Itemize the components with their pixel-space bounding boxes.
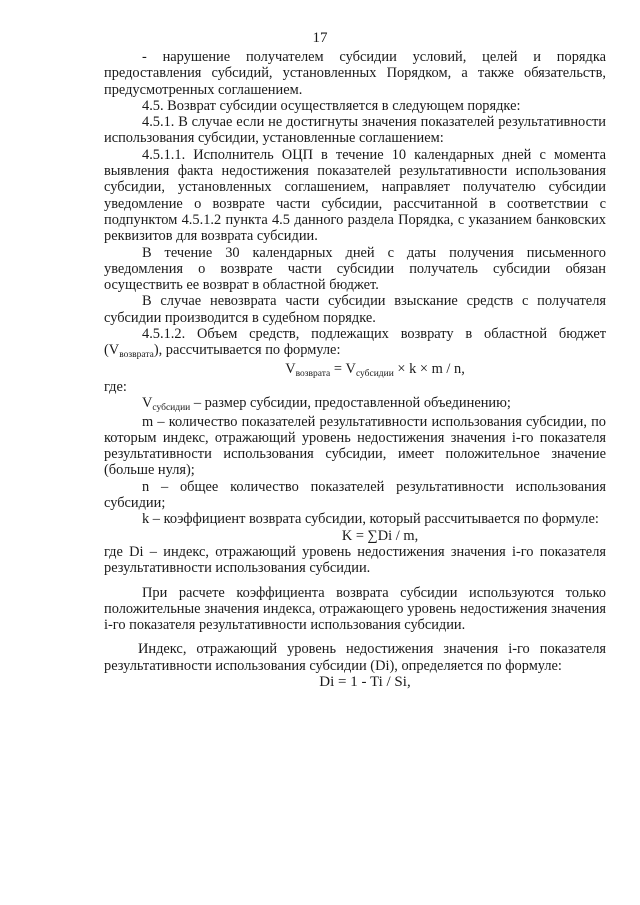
def-v-subscript: субсидии: [152, 403, 191, 414]
paragraph-30-days: В течение 30 календарных дней с даты получения письменного уведомления о возврате части субсидии получатель субсидии обязан осуществить ее возврат в областной бюджет.: [104, 244, 606, 294]
paragraph-4-5-1: 4.5.1. В случае если не достигнуты значения показателей результативности использования субсидии, установленные соглашением:: [104, 114, 606, 147]
formula-k: K = ∑Di / m,: [341, 527, 419, 544]
paragraph-4-5-1-2: [104, 326, 606, 361]
page-number: 17: [312, 30, 328, 46]
paragraph-4-5-1-2-tail: ), рассчитывается по формуле:: [153, 342, 341, 359]
where-label: где:: [104, 378, 127, 395]
formula-tail: × k × m / n,: [393, 360, 465, 377]
formula-sub-vozvrata: возврата: [295, 368, 331, 379]
definition-n: n – общее количество показателей результативности использования субсидии;: [104, 478, 606, 512]
paragraph-positive-values: При расчете коэффициента возврата субсидии используются только положительные значения индекса, отражающего уровень недостижения значения i-го показателя результативности использования субсидии.: [104, 584, 606, 634]
paragraph-index-formula: Индекс, отражающий уровень недостижения значения i-го показателя результативности использования субсидии (Di), определяется по формуле:: [104, 641, 606, 674]
definition-v-subsidii: [104, 395, 606, 413]
body-text: [104, 49, 606, 690]
formula-di: Di = 1 - Ti / Si,: [319, 673, 411, 690]
paragraph-4-5-1-1: 4.5.1.1. Исполнитель ОЦП в течение 10 календарных дней с момента выявления факта недостижения показателей результативности использования субсидии, установленных соглашением, направляет получателю субсидии уведомление о возврате части субсидии, рассчитанной в соответствии с подпунктом 4.5.1.2 пункта 4.5 данного раздела Порядка, с указанием банковских реквизитов для возврата субсидии.: [104, 146, 606, 245]
def-v-symbol: V: [142, 395, 153, 412]
formula-v-symbol: V: [285, 360, 296, 377]
formula-v-vozvrata: [104, 361, 606, 379]
definition-di: где Di – индекс, отражающий уровень недостижения значения i-го показателя результативности использования субсидии.: [104, 543, 606, 577]
formula-sub-subsidii: субсидии: [355, 368, 394, 379]
definition-m: m – количество показателей результативности использования субсидии, по которым индекс, отражающий уровень недостижения значения i-го показателя результативности использования субсидии, имеет положительное значение (больше нуля);: [104, 413, 606, 479]
formula-equals-v: = V: [330, 360, 356, 377]
definition-k: k – коэффициент возврата субсидии, который рассчитывается по формуле:: [142, 511, 599, 528]
paragraph-4-5: 4.5. Возврат субсидии осуществляется в следующем порядке:: [142, 97, 521, 114]
def-v-text: – размер субсидии, предоставленной объединению;: [190, 395, 511, 412]
paragraph-court: В случае невозврата части субсидии взыскание средств с получателя субсидии производится в судебном порядке.: [104, 293, 606, 326]
paragraph-violation: - нарушение получателем субсидии условий, целей и порядка предоставления субсидий, установленных Порядком, а также обязательств, предусмотренных соглашением.: [104, 49, 606, 98]
paragraph-4-5-1-2-text: 4.5.1.2. Объем средств, подлежащих возврату в областной бюджет (V: [104, 326, 606, 359]
subscript-vozvrata: возврата: [119, 350, 154, 361]
